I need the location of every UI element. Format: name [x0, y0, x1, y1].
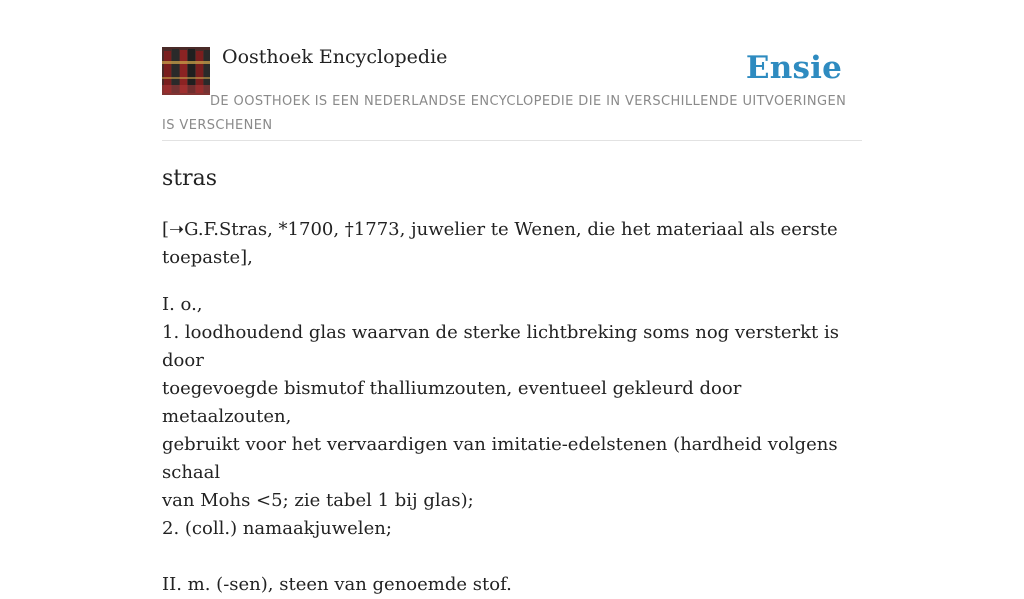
definition-line: 2. (coll.) namaakjuwelen; — [162, 518, 392, 539]
entry-title: stras — [162, 166, 218, 191]
site-header — [162, 44, 862, 141]
site-tagline: DE OOSTHOEK IS EEN NEDERLANDSE ENCYCLOPEDIE DIE IN VERSCHILLENDE UITVOERINGEN IS VERSCHENEN — [162, 94, 847, 133]
entry-definition — [162, 291, 872, 599]
definition-line: van Mohs <5; zie tabel 1 bij glas); — [162, 490, 474, 511]
avatar[interactable] — [162, 47, 210, 95]
definition-line: II. m. (-sen), steen van genoemde stof. — [162, 574, 512, 595]
definition-line: 1. loodhoudend glas waarvan de sterke lichtbreking soms nog versterkt is door — [162, 322, 839, 371]
entry-etymology: [➝G.F.Stras, *1700, †1773, juwelier te Wenen, die het materiaal als eerste toepaste], — [162, 219, 838, 268]
definition-line: gebruikt voor het vervaardigen van imitatie-edelstenen (hardheid volgens schaal — [162, 434, 838, 483]
entry-article — [162, 164, 872, 599]
definition-spacer — [162, 543, 872, 571]
definition-line: I. o., — [162, 294, 203, 315]
definition-line: toegevoegde bismutof thalliumzouten, eventueel gekleurd door metaalzouten, — [162, 378, 742, 427]
book-spines-icon — [162, 47, 210, 95]
site-title[interactable]: Oosthoek Encyclopedie — [222, 46, 448, 68]
brand-logo[interactable]: Ensie — [745, 50, 842, 86]
